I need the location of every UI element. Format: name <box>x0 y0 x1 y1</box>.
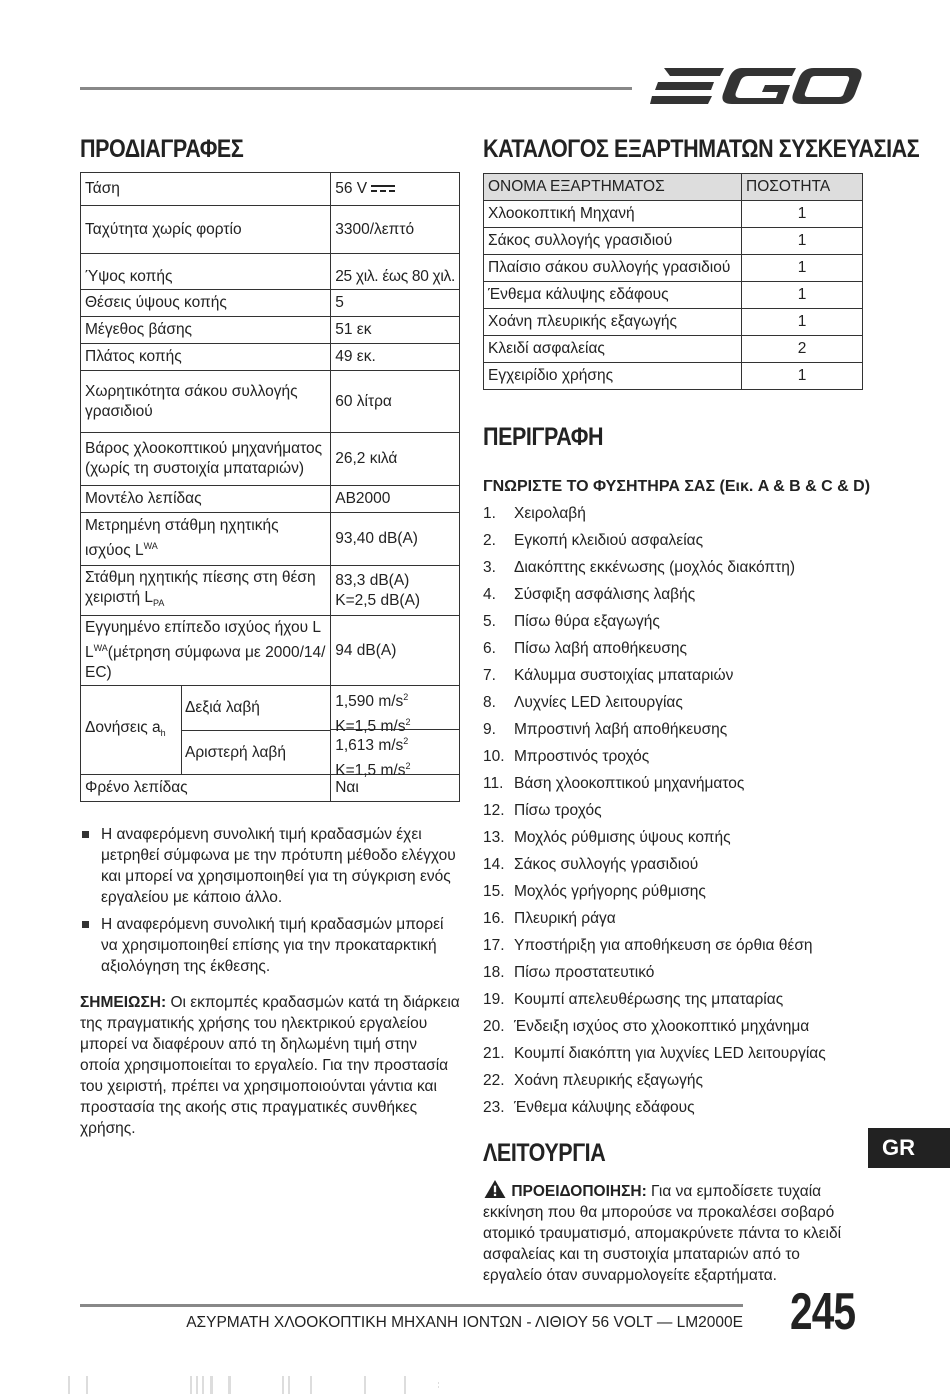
bullet-square-icon <box>82 831 89 838</box>
list-item <box>483 503 863 530</box>
list-item <box>483 557 863 584</box>
spec-row-guaranteed-sound <box>81 616 460 686</box>
spec-row-cut-height <box>81 254 460 290</box>
spec-label: Μετρημένη στάθμη ηχητικής ισχύος $L^{WA}$ <box>81 513 331 566</box>
item-number: 3. <box>483 559 496 576</box>
item-text: Χειρολαβή <box>514 505 586 522</box>
spec-value: Ναι <box>331 775 460 802</box>
item-number: 5. <box>483 613 496 630</box>
spec-row-bag <box>81 371 460 433</box>
spec-value: 60 λίτρα <box>331 371 460 433</box>
table-row: Σάκος συλλογής γρασιδιού 1 <box>484 228 863 255</box>
table-row: Ένθεμα κάλυψης εδάφους 1 <box>484 282 863 309</box>
spec-label: Στάθμη ηχητικής πίεσης στη θέση χειριστή $L_{PA}$ <box>81 566 331 616</box>
list-item <box>483 611 863 638</box>
list-item <box>483 665 863 692</box>
item-text: Λυχνίες LED λειτουργίας <box>514 694 683 711</box>
spec-label: Φρένο λεπίδας <box>81 775 331 802</box>
description-title: ΠΕΡΙΓΡΑΦΗ <box>483 423 604 451</box>
spec-value: 26,2 κιλά <box>331 433 460 486</box>
warning-paragraph <box>483 1179 855 1286</box>
list-item <box>483 908 863 935</box>
vibration-label: Δονήσεις $a_h$ <box>81 686 182 774</box>
list-item <box>483 584 863 611</box>
item-text: Πλευρική ράγα <box>514 910 616 927</box>
item-text: Βάση χλοοκοπτικού μηχανήματος <box>514 775 745 792</box>
vibration-values <box>331 686 460 780</box>
list-item <box>483 719 863 746</box>
spec-row-positions <box>81 290 460 317</box>
item-text: Διακόπτης εκκένωσης (μοχλός διακόπτη) <box>514 559 796 576</box>
list-item <box>483 1016 863 1043</box>
table-row: Χοάνη πλευρικής εξαγωγής 1 <box>484 309 863 336</box>
list-item <box>483 800 863 827</box>
spec-label: Εγγυημένο επίπεδο ισχύος ήχου L $L^{WA}(\mu έ\tau\rho\eta\sigma\eta$ σύμφωνα με 2000/14/ EC) <box>81 616 331 686</box>
item-number: 1. <box>483 505 496 522</box>
spec-value: AB2000 <box>331 486 460 513</box>
accessories-table <box>483 173 863 390</box>
item-text: Χοάνη πλευρικής εξαγωγής <box>514 1072 703 1089</box>
list-item <box>483 989 863 1016</box>
spec-label: Θέσεις ύψους κοπής <box>81 290 331 317</box>
item-number: 20. <box>483 1018 505 1035</box>
spec-value: 3300/λεπτό <box>331 206 460 254</box>
warning-label: ΠΡΟΕΙΔΟΠΟΙΗΣΗ: <box>511 1183 647 1200</box>
item-number: 7. <box>483 667 496 684</box>
accessories-title: ΚΑΤΑΛΟΓΟΣ ΕΞΑΡΤΗΜΑΤΩΝ ΣΥΣΚΕΥΑΣΙΑΣ <box>483 135 920 163</box>
list-item <box>483 881 863 908</box>
list-item <box>483 692 863 719</box>
item-text: Πίσω λαβή αποθήκευσης <box>514 640 688 657</box>
footer-title: ΑΣΥΡΜΑΤΗ ΧΛΟΟΚΟΠΤΙΚΗ ΜΗΧΑΝΗ ΙΟΝΤΩΝ - ΛΙΘΙΟΥ 56 VOLT — LM2000E <box>186 1314 743 1331</box>
spec-value: 49 εκ. <box>331 344 460 371</box>
spec-label: Χωρητικότητα σάκου συλλογής γρασιδιού <box>81 371 331 433</box>
item-number: 13. <box>483 829 505 846</box>
description-subtitle: ΓΝΩΡΙΣΤΕ ΤΟ ΦΥΣΗΤΗΡΑ ΣΑΣ (Εικ. A & B & C & D) <box>483 478 871 495</box>
item-number: 6. <box>483 640 496 657</box>
specs-title: ΠΡΟΔΙΑΓΡΑΦΕΣ <box>80 135 244 163</box>
list-item <box>483 746 863 773</box>
spec-value: 51 εκ <box>331 317 460 344</box>
spec-row-sound-pressure <box>81 566 460 616</box>
spec-value: 93,40 dB(A) <box>331 513 460 566</box>
registration-marks <box>60 1376 460 1394</box>
left-handle-label: Αριστερή λαβή <box>185 743 286 761</box>
item-text: Πίσω τροχός <box>514 802 602 819</box>
specs-table <box>80 172 460 802</box>
spec-label: Βάρος χλοοκοπτικού μηχανήματος (χωρίς τη συστοιχία μπαταριών) <box>81 433 331 486</box>
list-item <box>483 638 863 665</box>
item-text: Μοχλός γρήγορης ρύθμισης <box>514 883 706 900</box>
item-number: 10. <box>483 748 505 765</box>
item-number: 18. <box>483 964 505 981</box>
note-paragraph <box>80 992 460 1139</box>
item-number: 8. <box>483 694 496 711</box>
spec-label: Πλάτος κοπής <box>81 344 331 371</box>
list-item <box>483 935 863 962</box>
table-header-row <box>484 174 863 201</box>
item-text: Εγκοπή κλειδιού ασφαλείας <box>514 532 704 549</box>
list-item <box>483 773 863 800</box>
spec-value: 83,3 dB(A) K=2,5 dB(A) <box>331 566 460 616</box>
table-row: Πλαίσιο σάκου συλλογής γρασιδιού 1 <box>484 255 863 282</box>
item-text: Ένθεμα κάλυψης εδάφους <box>514 1099 695 1116</box>
spec-row-vibration-right <box>81 686 460 775</box>
item-text: Μοχλός ρύθμισης ύψους κοπής <box>514 829 731 846</box>
spec-row-voltage <box>81 173 460 206</box>
language-tab: GR <box>868 1128 950 1168</box>
spec-label: Ύψος κοπής <box>81 254 331 290</box>
operation-title: ΛΕΙΤΟΥΡΓΙΑ <box>483 1139 606 1167</box>
bullet-item: Η αναφερόμενη συνολική τιμή κραδασμών μπορεί να χρησιμοποιηθεί επίσης για την προκαταρκτική αξιολόγηση της έκθεσης. <box>82 914 457 977</box>
spec-value: 56 V <box>331 173 460 206</box>
vibration-cell <box>81 686 331 775</box>
item-number: 12. <box>483 802 505 819</box>
spec-row-sound-power <box>81 513 460 566</box>
bullet-item: Η αναφερόμενη συνολική τιμή κραδασμών έχει μετρηθεί σύμφωνα με την πρότυπη μέθοδο ελέγχου και μπορεί να χρησιμοποιηθεί για τη σύγκριση ενός εργαλείου με κάποιο άλλο. <box>82 824 457 908</box>
table-row: Κλειδί ασφαλείας 2 <box>484 336 863 363</box>
item-text: Υποστήριξη για αποθήκευση σε όρθια θέση <box>514 937 813 954</box>
note-text: Οι εκπομπές κραδασμών κατά τη διάρκεια της πραγματικής χρήσης του ηλεκτρικού εργαλείου μπορεί να διαφέρουν από τη δηλωμένη τιμή στην οποία χρησιμοποιείται το εργαλείο. Για την προστασία του χειριστή, πρέπει να χρησιμοποιούνται γάντια και προστασία της ακοής στις πραγματικές συνθήκες χρήσης. <box>80 994 460 1137</box>
vibration-notes <box>82 824 457 983</box>
table-row: Χλοοκοπτική Μηχανή 1 <box>484 201 863 228</box>
spec-label: Μέγεθος βάσης <box>81 317 331 344</box>
spec-value: 94 dB(A) <box>331 616 460 686</box>
spec-label: Ταχύτητα χωρίς φορτίο <box>81 206 331 254</box>
page-number: 245 <box>790 1283 856 1341</box>
warning-triangle-icon <box>483 1179 507 1199</box>
spec-value: 5 <box>331 290 460 317</box>
item-number: 14. <box>483 856 505 873</box>
spec-row-speed <box>81 206 460 254</box>
bullet-square-icon <box>82 921 89 928</box>
item-text: Μπροστινός τροχός <box>514 748 650 765</box>
item-text: Κουμπί διακόπτη για λυχνίες LED λειτουργίας <box>514 1045 826 1062</box>
item-text: Μπροστινή λαβή αποθήκευσης <box>514 721 728 738</box>
item-number: 19. <box>483 991 505 1008</box>
right-handle-label: Δεξιά λαβή <box>182 686 331 730</box>
item-text: Ένδειξη ισχύος στο χλοοκοπτικό μηχάνημα <box>514 1018 810 1035</box>
item-text: Πίσω προστατευτικό <box>514 964 655 981</box>
list-item <box>483 530 863 557</box>
item-number: 9. <box>483 721 496 738</box>
list-item <box>483 962 863 989</box>
item-text: Σάκος συλλογής γρασιδιού <box>514 856 699 873</box>
parts-list <box>483 503 863 1124</box>
list-item <box>483 1097 863 1124</box>
table-row: Εγχειρίδιο χρήσης 1 <box>484 363 863 390</box>
item-text: Κάλυμμα συστοιχίας μπαταριών <box>514 667 734 684</box>
column-header-name: ΟΝΟΜΑ ΕΞΑΡΤΗΜΑΤΟΣ <box>484 174 742 201</box>
spec-row-deck <box>81 317 460 344</box>
footer-rule <box>80 1304 743 1307</box>
item-number: 11. <box>483 775 504 792</box>
list-item <box>483 1070 863 1097</box>
item-number: 16. <box>483 910 505 927</box>
item-text: Πίσω θύρα εξαγωγής <box>514 613 660 630</box>
item-text: Σύσφιξη ασφάλισης λαβής <box>514 586 696 603</box>
list-item <box>483 827 863 854</box>
spec-label: Τάση <box>81 173 331 206</box>
note-label: ΣΗΜΕΙΩΣΗ: <box>80 994 167 1011</box>
column-header-qty: ΠΟΣΟΤΗΤΑ <box>742 174 863 201</box>
ego-logo <box>650 62 862 112</box>
item-number: 4. <box>483 586 496 603</box>
item-text: Κουμπί απελευθέρωσης της μπαταρίας <box>514 991 784 1008</box>
warning-text: Για να εμποδίσετε τυχαία εκκίνηση που θα μπορούσε να προκαλέσει σοβαρό ατομικό τραυματισμό, απομακρύνετε πάντα το κλειδί ασφαλείας και τη συστοιχία μπαταριών από το εργαλείο όταν συναρμολογείτε εξαρτήματα. <box>483 1183 842 1284</box>
item-number: 23. <box>483 1099 505 1116</box>
item-number: 15. <box>483 883 505 900</box>
item-number: 22. <box>483 1072 505 1089</box>
dc-symbol-icon <box>371 184 395 194</box>
list-item <box>483 1043 863 1070</box>
header-rule <box>80 87 632 90</box>
left-handle-value: 1,613 $m/s^2$ K=1,5 $m/s^2$ <box>335 736 411 780</box>
item-number: 21. <box>483 1045 505 1062</box>
item-number: 17. <box>483 937 505 954</box>
spec-row-width <box>81 344 460 371</box>
right-handle-value: 1,590 $m/s^2$ K=1,5 $m/s^2$ <box>331 686 459 730</box>
spec-row-blade <box>81 486 460 513</box>
spec-value: 25 χιλ. έως 80 χιλ. <box>331 254 460 290</box>
spec-label: Μοντέλο λεπίδας <box>81 486 331 513</box>
spec-row-weight <box>81 433 460 486</box>
item-number: 2. <box>483 532 496 549</box>
list-item <box>483 854 863 881</box>
